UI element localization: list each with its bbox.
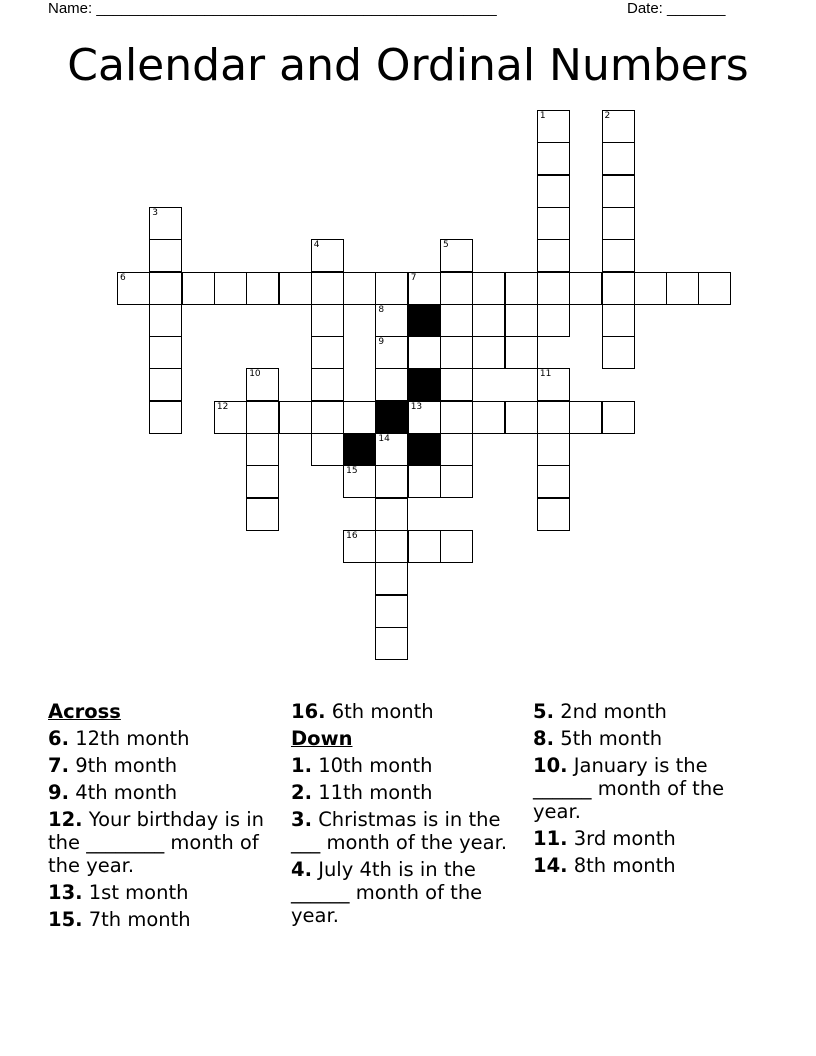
clue-number-label: 8: [378, 304, 385, 315]
answer-cell[interactable]: [149, 304, 182, 337]
answer-cell[interactable]: [375, 530, 408, 563]
answer-cell[interactable]: [182, 272, 215, 305]
clue-text: 11th month: [318, 781, 433, 804]
page-title: Calendar and Ordinal Numbers: [67, 40, 749, 91]
answer-cell[interactable]: [440, 272, 473, 305]
answer-cell[interactable]: [343, 401, 376, 434]
clue-down-1: [291, 754, 526, 777]
clue-text: 1st month: [88, 881, 189, 904]
answer-cell[interactable]: [440, 465, 473, 498]
answer-cell[interactable]: [666, 272, 699, 305]
answer-cell[interactable]: [311, 336, 344, 369]
clue-number-label: 6: [120, 272, 126, 283]
answer-cell[interactable]: [440, 530, 473, 563]
answer-cell[interactable]: [343, 465, 376, 498]
answer-cell[interactable]: [214, 401, 247, 434]
answer-cell[interactable]: [375, 304, 408, 337]
answer-cell[interactable]: [149, 401, 182, 434]
clue-number: 7.: [48, 754, 69, 777]
answer-cell[interactable]: [246, 433, 279, 466]
clue-number: 3.: [291, 808, 312, 831]
clue-text: January is the ______ month of the year.: [533, 754, 725, 823]
answer-cell[interactable]: [602, 142, 635, 175]
black-square: [408, 368, 441, 401]
clue-text: 12th month: [75, 727, 190, 750]
answer-cell[interactable]: [537, 498, 570, 531]
answer-cell[interactable]: [537, 110, 570, 143]
answer-cell[interactable]: [375, 498, 408, 531]
answer-cell[interactable]: [375, 562, 408, 595]
clue-number: 13.: [48, 881, 83, 904]
clue-down-3: [291, 808, 526, 854]
answer-cell[interactable]: [408, 401, 441, 434]
answer-cell[interactable]: [408, 272, 441, 305]
clue-number: 12.: [48, 808, 83, 831]
clue-number-label: 9: [378, 337, 385, 348]
answer-cell[interactable]: [505, 401, 538, 434]
clue-across-7: [48, 754, 283, 777]
clue-down-5: [533, 700, 768, 723]
clue-text: Your birthday is in the ________ month of the year.: [48, 808, 265, 877]
clue-number: 4.: [291, 858, 312, 881]
clue-number-label: 12: [216, 401, 229, 412]
clue-number-label: 2: [604, 111, 611, 121]
answer-cell[interactable]: [311, 304, 344, 337]
answer-cell[interactable]: [505, 336, 538, 369]
answer-cell[interactable]: [602, 239, 635, 272]
answer-cell[interactable]: [343, 530, 376, 563]
answer-cell[interactable]: [440, 239, 473, 272]
clue-across-6: [48, 727, 283, 750]
clue-down-4: [291, 858, 526, 927]
clue-text: 10th month: [318, 754, 433, 777]
clue-column-3: [533, 700, 768, 881]
clue-number-label: 5: [443, 240, 449, 251]
clue-number-label: 10: [249, 369, 261, 380]
clue-column-2: [291, 700, 526, 931]
clue-number-label: 11: [539, 369, 552, 380]
clue-number: 9.: [48, 781, 69, 804]
answer-cell[interactable]: [117, 272, 150, 305]
answer-cell[interactable]: [246, 368, 279, 401]
answer-cell[interactable]: [375, 433, 408, 466]
answer-cell[interactable]: [440, 336, 473, 369]
clue-text: 5th month: [560, 727, 663, 750]
clue-number-label: 3: [152, 207, 159, 218]
answer-cell[interactable]: [698, 272, 731, 305]
answer-cell[interactable]: [375, 336, 408, 369]
answer-cell[interactable]: [279, 272, 312, 305]
clue-text: 9th month: [75, 754, 178, 777]
answer-cell[interactable]: [602, 207, 635, 240]
clue-number: 10.: [533, 754, 568, 777]
clue-number-label: 13: [410, 401, 423, 412]
answer-cell[interactable]: [149, 239, 182, 272]
answer-cell[interactable]: [246, 498, 279, 531]
clue-down-8: [533, 727, 768, 750]
answer-cell[interactable]: [537, 207, 570, 240]
answer-cell[interactable]: [472, 272, 505, 305]
clue-text: 3rd month: [573, 827, 676, 850]
clue-text: 2nd month: [560, 700, 667, 723]
clue-text: July 4th is in the ______ month of the year.: [291, 858, 483, 927]
name-field-label: Name: ________________________________________________: [48, 0, 497, 17]
answer-cell[interactable]: [375, 627, 408, 660]
answer-cell[interactable]: [602, 110, 635, 143]
answer-cell[interactable]: [246, 401, 279, 434]
answer-cell[interactable]: [602, 272, 635, 305]
clue-number-label: 15: [346, 466, 358, 477]
clue-text: 7th month: [88, 908, 191, 931]
answer-cell[interactable]: [375, 465, 408, 498]
answer-cell[interactable]: [246, 465, 279, 498]
clue-down-2: [291, 781, 526, 804]
answer-cell[interactable]: [375, 368, 408, 401]
answer-cell[interactable]: [505, 304, 538, 337]
answer-cell[interactable]: [634, 272, 667, 305]
clue-down-10: [533, 754, 768, 823]
clue-number-label: 7: [410, 272, 417, 283]
answer-cell[interactable]: [440, 304, 473, 337]
answer-cell[interactable]: [472, 401, 505, 434]
answer-cell[interactable]: [537, 304, 570, 337]
clue-across-15: [48, 908, 283, 931]
clue-number-label: 16: [346, 530, 358, 541]
clue-across-9: [48, 781, 283, 804]
answer-cell[interactable]: [537, 433, 570, 466]
answer-cell[interactable]: [602, 336, 635, 369]
answer-cell[interactable]: [149, 336, 182, 369]
clue-number-label: 14: [378, 434, 390, 444]
clue-down-14: [533, 854, 768, 877]
clue-text: Christmas is in the ___ month of the year.: [291, 808, 508, 854]
black-square: [375, 401, 408, 434]
clue-text: 4th month: [75, 781, 178, 804]
answer-cell[interactable]: [149, 272, 182, 305]
clue-number-label: 4: [313, 240, 320, 251]
clue-number-label: 1: [539, 111, 546, 121]
answer-cell[interactable]: [537, 175, 570, 208]
clue-number: 5.: [533, 700, 554, 723]
clue-number: 1.: [291, 754, 312, 777]
answer-cell[interactable]: [311, 433, 344, 466]
answer-cell[interactable]: [602, 304, 635, 337]
clue-down-11: [533, 827, 768, 850]
clue-number: 6.: [48, 727, 69, 750]
down-heading: Down: [291, 727, 353, 750]
answer-cell[interactable]: [537, 142, 570, 175]
answer-cell[interactable]: [569, 272, 602, 305]
answer-cell[interactable]: [343, 272, 376, 305]
answer-cell[interactable]: [408, 530, 441, 563]
answer-cell[interactable]: [246, 272, 279, 305]
answer-cell[interactable]: [537, 368, 570, 401]
clue-number: 2.: [291, 781, 312, 804]
clue-column-1: [48, 700, 283, 935]
answer-cell[interactable]: [311, 272, 344, 305]
answer-cell[interactable]: [537, 465, 570, 498]
clue-number: 15.: [48, 908, 83, 931]
clue-across-13: [48, 881, 283, 904]
clue-number: 14.: [533, 854, 568, 877]
black-square: [343, 433, 376, 466]
answer-cell[interactable]: [311, 239, 344, 272]
answer-cell[interactable]: [214, 272, 247, 305]
answer-cell[interactable]: [472, 304, 505, 337]
answer-cell[interactable]: [440, 401, 473, 434]
answer-cell[interactable]: [149, 368, 182, 401]
date-field-label: Date: _______: [627, 0, 726, 17]
answer-cell[interactable]: [311, 401, 344, 434]
answer-cell[interactable]: [149, 207, 182, 240]
answer-cell[interactable]: [311, 368, 344, 401]
answer-cell[interactable]: [375, 595, 408, 628]
answer-cell[interactable]: [408, 336, 441, 369]
answer-cell[interactable]: [537, 272, 570, 305]
clue-across-16: [291, 700, 526, 723]
answer-cell[interactable]: [440, 433, 473, 466]
across-heading: Across: [48, 700, 121, 723]
clue-text: 8th month: [573, 854, 676, 877]
answer-cell[interactable]: [505, 272, 538, 305]
clue-number: 11.: [533, 827, 568, 850]
answer-cell[interactable]: [537, 401, 570, 434]
clue-across-12: [48, 808, 283, 877]
answer-cell[interactable]: [472, 336, 505, 369]
clue-number: 8.: [533, 727, 554, 750]
answer-cell[interactable]: [375, 272, 408, 305]
answer-cell[interactable]: [602, 175, 635, 208]
answer-cell[interactable]: [537, 239, 570, 272]
answer-cell[interactable]: [440, 368, 473, 401]
black-square: [408, 433, 441, 466]
answer-cell[interactable]: [279, 401, 312, 434]
answer-cell[interactable]: [408, 465, 441, 498]
clue-number: 16.: [291, 700, 326, 723]
answer-cell[interactable]: [569, 401, 602, 434]
black-square: [408, 304, 441, 337]
answer-cell[interactable]: [602, 401, 635, 434]
clue-text: 6th month: [331, 700, 434, 723]
